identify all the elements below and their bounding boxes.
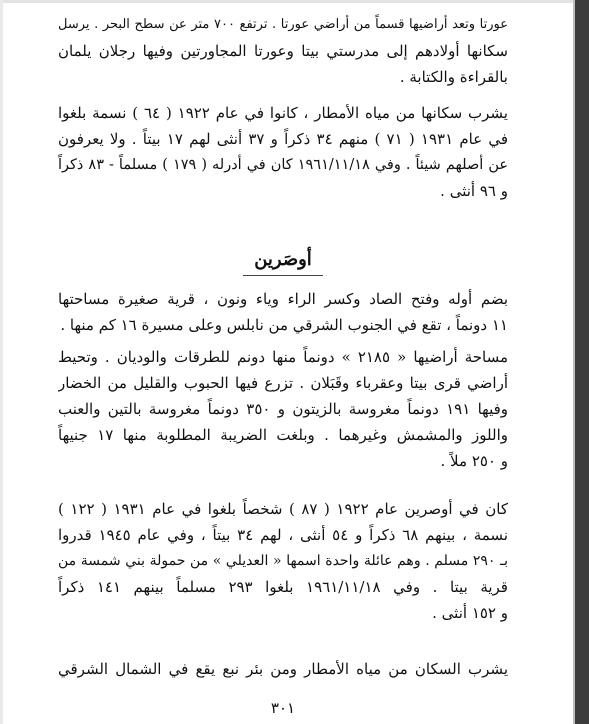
viewer-scrollbar[interactable] — [575, 0, 589, 724]
section-title: أوصَرين — [254, 249, 312, 270]
text-line: وفيها ١٩١ دونماً مغروسة بالزيتون و ٣٥٠ دونماً مغروسة بالتين والعنب — [58, 400, 508, 418]
text-line: أراضي قرى بيتا وعقرباء وقَبَلان . تزرع فيها الحبوب والقليل من الخضار — [58, 374, 508, 392]
viewer-top-border — [0, 0, 589, 3]
text-line: في عام ١٩٣١ ( ٧١ ) منهم ٣٤ ذكراً و ٣٧ أنثى لهم ١٧ بيتاً . ولا يعرفون — [58, 130, 508, 148]
paragraph-1 — [58, 12, 508, 90]
text-line: عن أصلهم شيئاً . وفي ١٩٦١/١١/١٨ كان في أدرله ( ١٧٩ ) مسلماً - ٨٣ ذكراً — [58, 157, 508, 173]
text-line: بـ ٢٩٠ مسلم . وهم عائلة واحدة اسمها « العديلي » من حمولة بني شمسة من — [58, 553, 508, 569]
text-line: بضم أوله وفتح الصاد وكسر الراء وياء ونون ، قرية صغيرة مساحتها — [58, 290, 508, 308]
text-line: كان في أوصرين عام ١٩٢٢ ( ٨٧ ) شخصاً بلغوا في عام ١٩٣١ ( ١٢٢ ) — [58, 500, 508, 518]
paragraph-4 — [58, 344, 508, 474]
paragraph-2 — [58, 100, 508, 204]
text-line: قرية بيتا . وفي ١٩٦١/١١/١٨ بلغوا ٢٩٣ مسلماً بينهم ١٤١ ذكراً — [58, 578, 508, 596]
text-line: بالقراءة والكتابة . — [399, 68, 508, 86]
title-underline — [243, 275, 323, 276]
page-number: ٣٠١ — [270, 699, 296, 717]
text-line: و ١٥٢ أنثى . — [432, 604, 508, 622]
paragraph-3 — [58, 286, 508, 338]
text-line: سكانها أولادهم إلى مدرستي بيتا وعورتا المجاورتين وفيها رجلان يلمان — [58, 42, 508, 60]
text-line: يشرب سكانها من مياه الأمطار ، كانوا في عام ١٩٢٢ ( ٦٤ ) نسمة بلغوا — [58, 104, 508, 122]
viewer-left-border — [0, 0, 3, 724]
text-line: عورتا وتعد أراضيها قسماً من أراضي عورتا . ترتفع ٧٠٠ متر عن سطح البحر . يرسل — [58, 17, 508, 32]
text-line: ١١ دونماً ، تقع في الجنوب الشرقي من نابلس وعلى مسيرة ١٦ كم منها . — [60, 316, 508, 334]
paragraph-6 — [58, 656, 508, 682]
paragraph-5 — [58, 496, 508, 626]
document-page — [58, 8, 508, 720]
text-line: و ٢٥٠ ملاً . — [440, 452, 508, 470]
text-line: واللوز والمشمش وغيرهما . وبلغت الضريبة المطلوبة منها ١٧ جنيهاً — [58, 426, 508, 444]
text-line: و ٩٦ أنثى . — [440, 182, 508, 200]
text-line: نسمة ، بينهم ٦٨ ذكراً و ٥٤ أنثى ، لهم ٣٤ بيتاً ، وفي عام ١٩٤٥ قدروا — [58, 526, 508, 544]
text-line: يشرب السكان من مياه الأمطار ومن بئر نبع يقع في الشمال الشرقي — [58, 660, 508, 678]
text-line: مساحة أراضيها « ٢١٨٥ » دونماً منها دونم للطرقات والوديان . وتحيط — [58, 348, 508, 366]
